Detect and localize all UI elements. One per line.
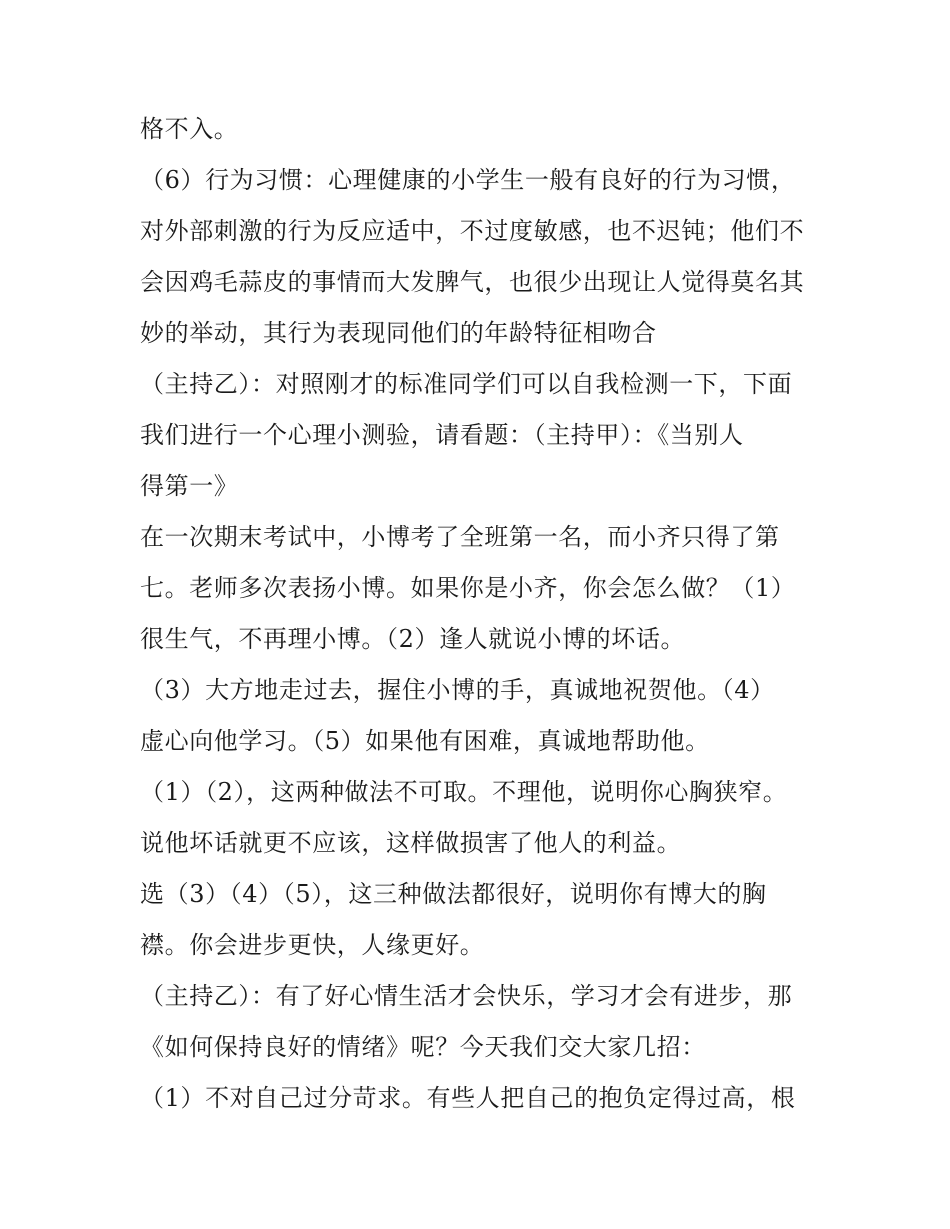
text-line: 得第一》 [140, 472, 239, 500]
text-line: 我们进行一个心理小测验，请看题：（主持甲）：《当别人 [140, 421, 744, 449]
text-line: 会因鸡毛蒜皮的事情而大发脾气，也很少出现让人觉得莫名其 [140, 268, 805, 296]
text-line: （1）（2），这两种做法不可取。不理他，说明你心胸狭窄。 [140, 778, 788, 806]
text-line: （主持乙）：有了好心情生活才会快乐，学习才会有进步，那 [140, 982, 793, 1010]
text-line: 对外部刺激的行为反应适中，不过度敏感，也不迟钝；他们不 [140, 217, 805, 245]
text-line: （6）行为习惯：心理健康的小学生一般有良好的行为习惯， [140, 166, 796, 194]
document-body [140, 104, 830, 1124]
text-line: （主持乙）：对照刚才的标准同学们可以自我检测一下，下面 [140, 370, 793, 398]
text-line: 说他坏话就更不应该，这样做损害了他人的利益。 [140, 829, 682, 857]
text-line: 很生气，不再理小博。（2）逢人就说小博的坏话。 [140, 625, 686, 653]
text-line: 《如何保持良好的情绪》呢？今天我们交大家几招： [140, 1033, 706, 1061]
text-line: （1）不对自己过分苛求。有些人把自己的抱负定得过高，根 [140, 1084, 796, 1112]
text-line: （3）大方地走过去，握住小博的手，真诚地祝贺他。（4） [140, 676, 775, 704]
text-line: 七。老师多次表扬小博。如果你是小齐，你会怎么做？（1） [140, 574, 796, 602]
text-line: 虚心向他学习。（5）如果他有困难，真诚地帮助他。 [140, 727, 710, 755]
text-line: 妙的举动，其行为表现同他们的年龄特征相吻合 [140, 319, 657, 347]
text-line: 格不入。 [140, 115, 239, 143]
text-line: 在一次期末考试中，小博考了全班第一名，而小齐只得了第 [140, 523, 780, 551]
text-line: 选（3）（4）（5），这三种做法都很好，说明你有博大的胸 [140, 880, 767, 908]
text-line: 襟。你会进步更快，人缘更好。 [140, 931, 485, 959]
